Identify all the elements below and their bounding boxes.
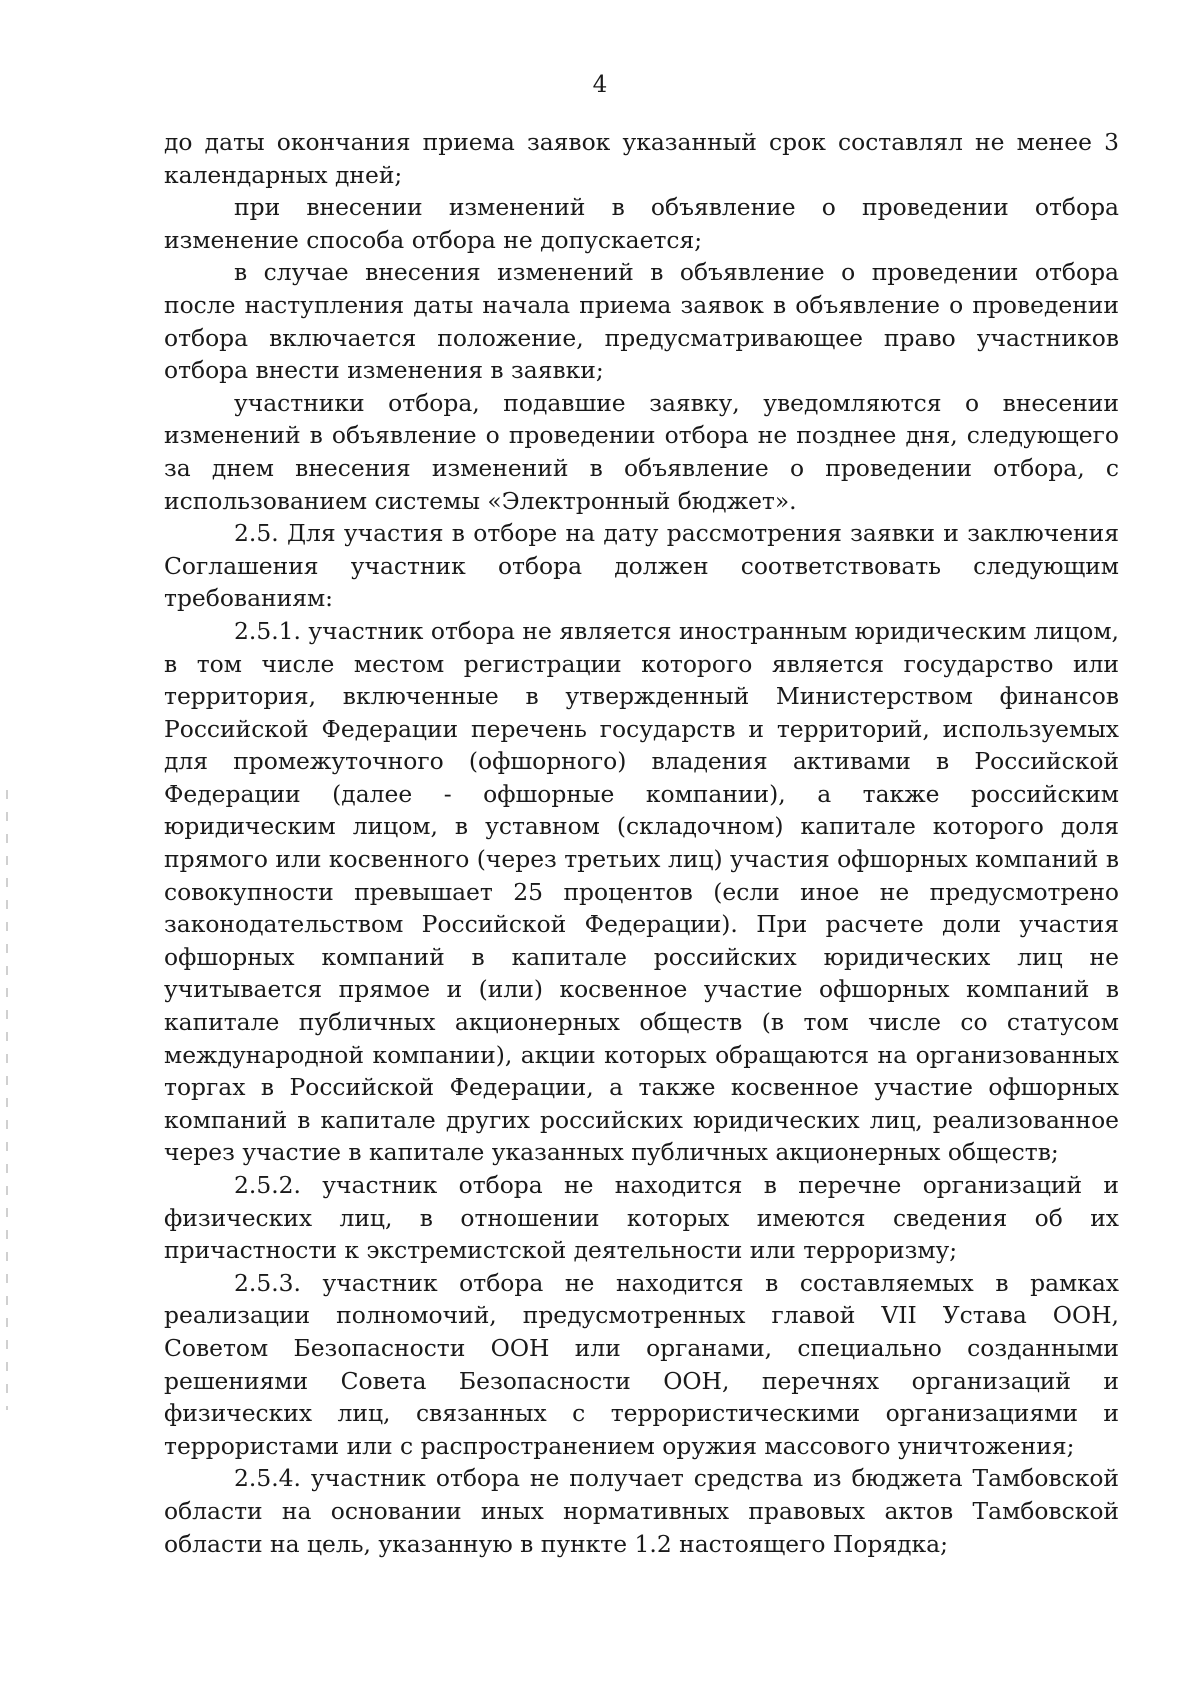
document-body: [164, 126, 1119, 1560]
paragraph-method-change: при внесении изменений в объявление о проведении отбора изменение способа отбора не допускается;: [164, 193, 1119, 254]
paragraph-2-5-4: 2.5.4. участник отбора не получает средства из бюджета Тамбовской области на основании иных нормативных правовых актов Тамбовской области на цель, указанную в пункте 1.2 настоящего Порядка;: [164, 1464, 1119, 1558]
paragraph-continuation: до даты окончания приема заявок указанный срок составлял не менее 3 календарных дней;: [164, 128, 1119, 189]
paragraph-2-5-2: 2.5.2. участник отбора не находится в перечне организаций и физических лиц, в отношении которых имеются сведения об их причастности к экстремистской деятельности или терроризму;: [164, 1171, 1119, 1265]
scan-margin-artifact: [6, 790, 8, 1410]
paragraph-notification: участники отбора, подавшие заявку, уведомляются о внесении изменений в объявление о проведении отбора не позднее дня, следующего за днем внесения изменений в объявление о проведении отбора, с использованием системы «Электронный бюджет».: [164, 388, 1119, 515]
paragraph-2-5-1: 2.5.1. участник отбора не является иностранным юридическим лицом, в том числе местом регистрации которого является государство или территория, включенные в утвержденный Министерством финансов Российской Федерации перечень государств и территорий, используемых для промежуточного (офшорного) владения активами в Российской Федерации (далее - офшорные компании), а также российским юридическим лицом, в уставном (складочном) капитале которого доля прямого или косвенного (через третьих лиц) участия офшорных компаний в совокупности превышает 25 процентов (если иное не предусмотрено законодательством Российской Федерации). При расчете доли участия офшорных компаний в капитале российских юридических лиц не учитывается прямое и (или) косвенное участие офшорных компаний в капитале публичных акционерных обществ (в том числе со статусом международной компании), акции которых обращаются на организованных торгах в Российской Федерации, а также косвенное участие офшорных компаний в капитале других российских юридических лиц, реализованное через участие в капитале указанных публичных акционерных обществ;: [164, 616, 1119, 1167]
page-number: 4: [592, 72, 608, 98]
paragraph-2-5: 2.5. Для участия в отборе на дату рассмотрения заявки и заключения Соглашения участник отбора должен соответствовать следующим требованиям:: [164, 519, 1119, 613]
paragraph-changes-after-start: в случае внесения изменений в объявление о проведении отбора после наступления даты начала приема заявок в объявление о проведении отбора включается положение, предусматривающее право участников отбора внести изменения в заявки;: [164, 258, 1119, 385]
paragraph-2-5-3: 2.5.3. участник отбора не находится в составляемых в рамках реализации полномочий, предусмотренных главой VII Устава ООН, Советом Безопасности ООН или органами, специально созданными решениями Совета Безопасности ООН, перечнях организаций и физических лиц, связанных с террористическими организациями и террористами или с распространением оружия массового уничтожения;: [164, 1268, 1119, 1460]
